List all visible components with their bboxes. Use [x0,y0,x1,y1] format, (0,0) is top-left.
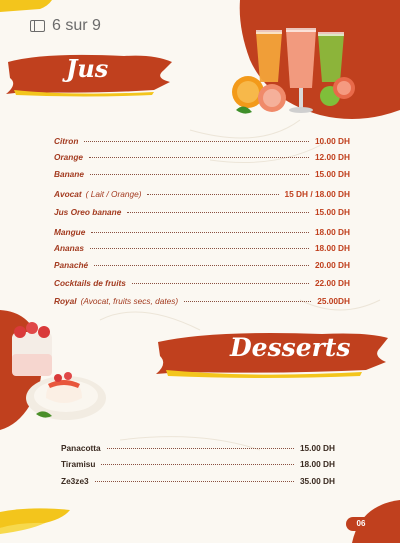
item-price: 25.00DH [317,296,350,306]
menu-item [54,152,350,162]
menu-item [61,459,335,469]
item-name: Panaché [54,260,89,270]
book-icon [30,20,45,32]
item-note: (Avocat, fruits secs, dates) [80,296,179,306]
desserts-menu-list [61,443,335,493]
menu-item [54,243,350,253]
page-indicator[interactable] [30,17,101,35]
menu-item [61,443,335,453]
jus-title: Jus [66,54,109,83]
item-price: 18.00 DH [299,459,335,469]
item-price: 15.00 DH [314,207,350,217]
item-price: 15.00 DH [314,169,350,179]
menu-item [61,476,335,486]
juice-illustration [232,22,362,122]
item-price: 15 DH / 18.00 DH [284,189,350,199]
page-number: 06 [346,517,376,531]
item-price: 10.00 DH [314,136,350,146]
item-price: 20.00 DH [314,260,350,270]
dessert-illustration [6,318,106,428]
menu-item [54,260,350,270]
item-name: Ze3ze3 [61,476,89,486]
item-price: 22.00 DH [314,278,350,288]
page-indicator-label: 6 sur 9 [52,17,101,34]
menu-item [54,278,350,288]
item-name: Avocat [54,189,82,199]
item-note: ( Lait / Orange) [85,189,142,199]
item-name: Orange [54,152,84,162]
menu-item [54,227,350,237]
item-price: 18.00 DH [314,243,350,253]
item-name: Mangue [54,227,86,237]
menu-item [54,136,350,146]
item-name: Banane [54,169,84,179]
item-name: Royal [54,296,77,306]
item-price: 12.00 DH [314,152,350,162]
item-price: 35.00 DH [299,476,335,486]
jus-menu-list [54,136,350,306]
menu-item [54,207,350,217]
menu-item [54,169,350,179]
menu-item [54,296,350,306]
item-name: Jus Oreo banane [54,207,122,217]
menu-item [54,189,350,199]
item-name: Panacotta [61,443,101,453]
item-name: Citron [54,136,79,146]
item-name: Tiramisu [61,459,96,469]
item-name: Ananas [54,243,84,253]
desserts-title: Desserts [230,333,351,362]
item-price: 15.00 DH [299,443,335,453]
item-name: Cocktails de fruits [54,278,126,288]
item-price: 18.00 DH [314,227,350,237]
